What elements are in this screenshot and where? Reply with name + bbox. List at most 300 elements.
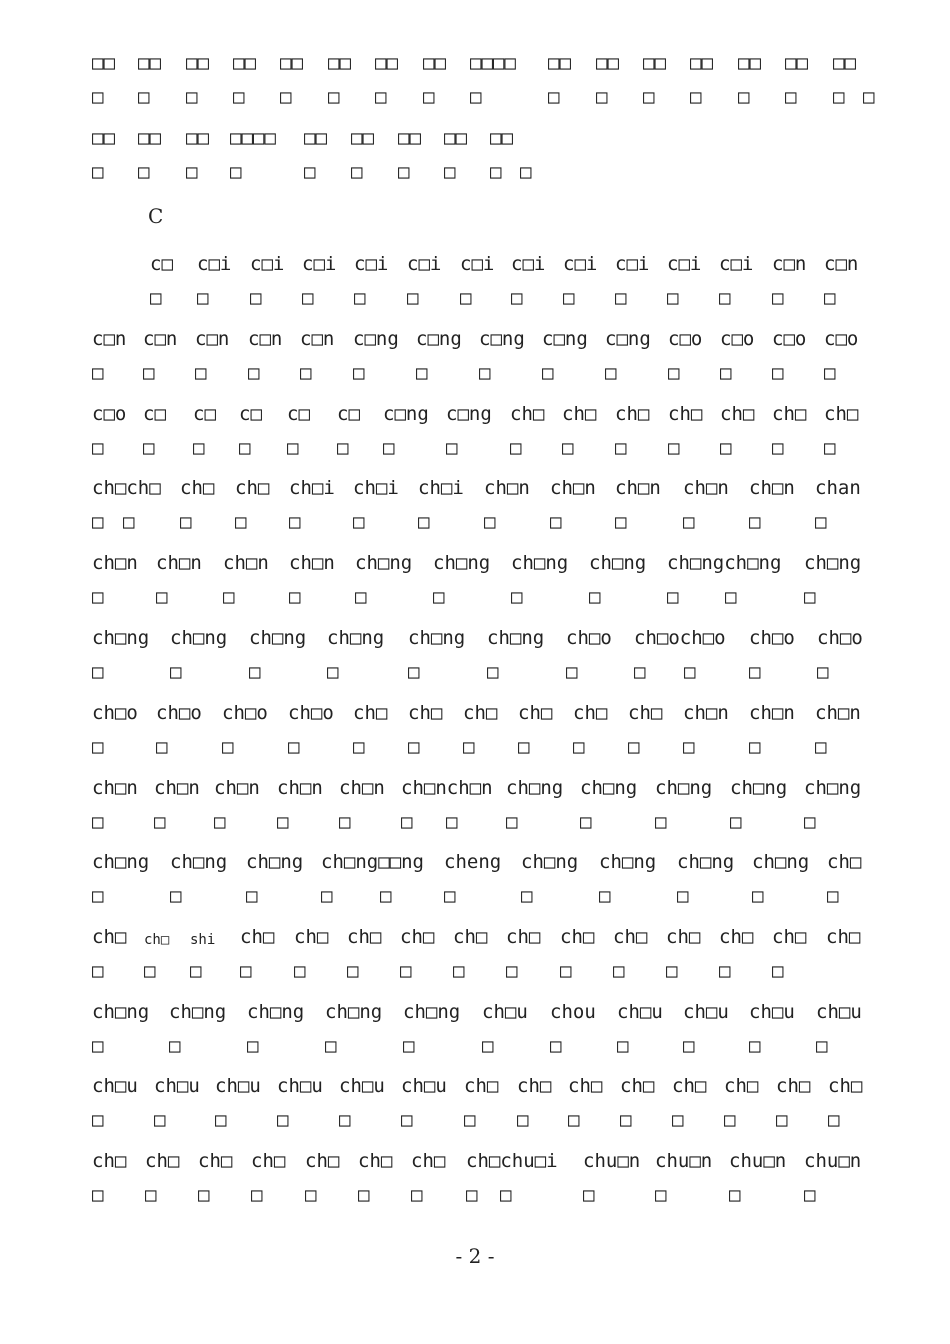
hanzi-character: □ <box>815 511 827 533</box>
hanzi-character: □ <box>730 811 742 833</box>
pinyin-syllable: c□i <box>667 253 702 275</box>
hanzi-character: □ <box>193 437 205 459</box>
pinyin-syllable: ch□u <box>215 1075 261 1097</box>
hanzi-character: □ <box>339 811 351 833</box>
pinyin-syllable: ch□ <box>720 403 755 425</box>
pinyin-syllable: ch□n <box>92 777 138 799</box>
hanzi-character: □ <box>589 586 601 608</box>
pinyin-syllable: ch□ng <box>730 777 788 799</box>
hanzi-character: □ <box>339 1109 351 1131</box>
hanzi-character: □ <box>92 885 104 907</box>
pinyin-row <box>0 851 950 911</box>
pinyin-syllable: ch□ng <box>589 552 647 574</box>
pinyin-syllable: □□ <box>280 52 303 74</box>
hanzi-character: □ <box>240 960 252 982</box>
pinyin-syllable: ch□i <box>418 477 464 499</box>
hanzi-character: □ <box>511 586 523 608</box>
hanzi-character: □ <box>239 437 251 459</box>
hanzi-character: □ <box>560 960 572 982</box>
hanzi-character: □ <box>92 811 104 833</box>
hanzi-character: □ <box>520 161 532 183</box>
hanzi-character: □ <box>550 1035 562 1057</box>
pinyin-syllable: ch□i <box>289 477 335 499</box>
hanzi-character: □ <box>466 1184 478 1206</box>
hanzi-character: □ <box>668 437 680 459</box>
hanzi-character: □ <box>460 287 472 309</box>
pinyin-row <box>0 552 950 612</box>
hanzi-character: □ <box>156 736 168 758</box>
pinyin-syllable: ch□ng <box>655 777 713 799</box>
pinyin-syllable: ch□ <box>668 403 703 425</box>
hanzi-character: □ <box>408 736 420 758</box>
hanzi-character: □ <box>92 661 104 683</box>
pinyin-syllable: c□ng <box>446 403 492 425</box>
hanzi-character: □ <box>190 960 202 982</box>
pinyin-syllable: ch□ <box>772 403 807 425</box>
pinyin-syllable: c□i <box>407 253 442 275</box>
hanzi-character: □ <box>562 437 574 459</box>
hanzi-character: □ <box>145 1184 157 1206</box>
hanzi-character: □ <box>804 586 816 608</box>
hanzi-character: □ <box>289 511 301 533</box>
hanzi-character: □ <box>749 1035 761 1057</box>
pinyin-syllable: □□ <box>690 52 713 74</box>
pinyin-syllable: □□ <box>92 127 115 149</box>
pinyin-syllable: ch□ng <box>92 851 150 873</box>
pinyin-syllable: ch□n <box>749 477 795 499</box>
pinyin-syllable: ch□ <box>305 1150 340 1172</box>
hanzi-character: □ <box>749 736 761 758</box>
pinyin-syllable: ch□ng <box>170 627 228 649</box>
pinyin-row <box>0 702 950 762</box>
pinyin-syllable: c□o <box>92 403 127 425</box>
hanzi-character: □ <box>198 1184 210 1206</box>
pinyin-syllable: ch□n <box>156 552 202 574</box>
hanzi-character: □ <box>824 362 836 384</box>
hanzi-character: □ <box>154 811 166 833</box>
hanzi-character: □ <box>446 811 458 833</box>
hanzi-character: □ <box>667 586 679 608</box>
hanzi-character: □ <box>416 362 428 384</box>
hanzi-character: □ <box>248 362 260 384</box>
pinyin-syllable: c□ <box>287 403 310 425</box>
pinyin-syllable: ch□ <box>251 1150 286 1172</box>
pinyin-syllable: ch□ng <box>408 627 466 649</box>
pinyin-syllable: chu□n <box>655 1150 713 1172</box>
pinyin-syllable: ch□ng <box>804 552 862 574</box>
pinyin-syllable: c□ng <box>383 403 429 425</box>
hanzi-character: □ <box>620 1109 632 1131</box>
pinyin-syllable: ch□ <box>826 926 861 948</box>
pinyin-syllable: c□o <box>720 328 755 350</box>
hanzi-character: □ <box>683 1035 695 1057</box>
pinyin-syllable: ch□ <box>620 1075 655 1097</box>
pinyin-syllable: ch□n <box>815 702 861 724</box>
pinyin-syllable: □□□□ <box>230 127 276 149</box>
hanzi-character: □ <box>615 511 627 533</box>
hanzi-character: □ <box>294 960 306 982</box>
pinyin-syllable: □□ <box>423 52 446 74</box>
pinyin-syllable: ch□u <box>92 1075 138 1097</box>
hanzi-character: □ <box>249 661 261 683</box>
hanzi-character: □ <box>400 960 412 982</box>
pinyin-syllable: c□i <box>719 253 754 275</box>
pinyin-syllable: ch□ng <box>246 851 304 873</box>
pinyin-syllable: ch□ <box>824 403 859 425</box>
hanzi-character: □ <box>300 362 312 384</box>
hanzi-character: □ <box>615 437 627 459</box>
pinyin-syllable: ch□ <box>358 1150 393 1172</box>
pinyin-syllable: ch□n <box>339 777 385 799</box>
pinyin-syllable: ch□ng <box>511 552 569 574</box>
pinyin-syllable: ch□ <box>613 926 648 948</box>
hanzi-character: □ <box>772 960 784 982</box>
pinyin-syllable: c□ng <box>542 328 588 350</box>
hanzi-character: □ <box>138 86 150 108</box>
pinyin-syllable: ch□ <box>724 1075 759 1097</box>
pinyin-syllable: ch□ <box>294 926 329 948</box>
pinyin-syllable: ch□ <box>92 926 127 948</box>
pinyin-syllable: ch□ng <box>677 851 735 873</box>
pinyin-syllable: ch□n <box>615 477 661 499</box>
pinyin-syllable: ch□ <box>145 1150 180 1172</box>
hanzi-character: □ <box>548 86 560 108</box>
pinyin-syllable: ch□ng <box>92 627 150 649</box>
hanzi-character: □ <box>401 1109 413 1131</box>
hanzi-character: □ <box>398 161 410 183</box>
hanzi-character: □ <box>517 1109 529 1131</box>
pinyin-syllable: □□ <box>375 52 398 74</box>
pinyin-syllable: ch□ <box>453 926 488 948</box>
hanzi-character: □ <box>347 960 359 982</box>
hanzi-character: □ <box>277 1109 289 1131</box>
hanzi-character: □ <box>246 885 258 907</box>
pinyin-syllable: chou <box>550 1001 596 1023</box>
hanzi-character: □ <box>215 1109 227 1131</box>
hanzi-character: □ <box>358 1184 370 1206</box>
pinyin-row <box>0 1075 950 1135</box>
hanzi-character: □ <box>655 1184 667 1206</box>
pinyin-row <box>0 1001 950 1061</box>
pinyin-syllable: ch□u <box>401 1075 447 1097</box>
pinyin-syllable: ch□ng <box>327 627 385 649</box>
pinyin-syllable: ch□u <box>482 1001 528 1023</box>
hanzi-character: □ <box>304 161 316 183</box>
hanzi-character: □ <box>506 960 518 982</box>
pinyin-syllable: ch□ <box>628 702 663 724</box>
hanzi-character: □ <box>444 161 456 183</box>
pinyin-syllable: chu□n <box>729 1150 787 1172</box>
pinyin-syllable: ch□ <box>180 477 215 499</box>
hanzi-character: □ <box>407 287 419 309</box>
hanzi-character: □ <box>433 586 445 608</box>
hanzi-character: □ <box>92 1035 104 1057</box>
pinyin-syllable: c□n <box>300 328 335 350</box>
hanzi-character: □ <box>824 287 836 309</box>
hanzi-character: □ <box>353 362 365 384</box>
pinyin-syllable: c□i <box>302 253 337 275</box>
pinyin-syllable: c□o <box>772 328 807 350</box>
pinyin-syllable: c□ng <box>416 328 462 350</box>
pinyin-syllable: ch□n <box>289 552 335 574</box>
hanzi-character: □ <box>222 736 234 758</box>
hanzi-character: □ <box>418 511 430 533</box>
hanzi-character: □ <box>772 362 784 384</box>
hanzi-character: □ <box>354 287 366 309</box>
pinyin-syllable: ch□ <box>144 932 170 948</box>
hanzi-character: □ <box>518 736 530 758</box>
hanzi-character: □ <box>506 811 518 833</box>
hanzi-character: □ <box>444 885 456 907</box>
hanzi-character: □ <box>143 437 155 459</box>
pinyin-syllable: ch□o <box>156 702 202 724</box>
hanzi-character: □ <box>752 885 764 907</box>
hanzi-character: □ <box>375 86 387 108</box>
hanzi-character: □ <box>321 885 333 907</box>
hanzi-character: □ <box>156 586 168 608</box>
hanzi-character: □ <box>729 1184 741 1206</box>
pinyin-syllable: c□n <box>92 328 127 350</box>
pinyin-syllable: ch□o <box>92 702 138 724</box>
pinyin-syllable: c□i <box>511 253 546 275</box>
hanzi-character: □ <box>804 1184 816 1206</box>
pinyin-syllable: ch□ <box>568 1075 603 1097</box>
pinyin-syllable: ch□ <box>400 926 435 948</box>
pinyin-syllable: ch□n <box>683 477 729 499</box>
pinyin-syllable: c□ng <box>605 328 651 350</box>
hanzi-character: □ <box>230 161 242 183</box>
hanzi-character: □ <box>92 86 104 108</box>
hanzi-character: □ <box>408 661 420 683</box>
pinyin-syllable: ch□ng <box>599 851 657 873</box>
hanzi-character: □ <box>327 661 339 683</box>
hanzi-character: □ <box>423 86 435 108</box>
pinyin-syllable: ch□ <box>666 926 701 948</box>
pinyin-syllable: c□ <box>193 403 216 425</box>
pinyin-row <box>0 627 950 687</box>
pinyin-syllable: ch□ch□ <box>92 477 161 499</box>
hanzi-character: □ <box>289 586 301 608</box>
hanzi-character: □ <box>169 1035 181 1057</box>
hanzi-character: □ <box>500 1184 512 1206</box>
hanzi-character: □ <box>383 437 395 459</box>
pinyin-syllable: chan <box>815 477 861 499</box>
pinyin-syllable: ch□ <box>510 403 545 425</box>
pinyin-row <box>0 403 950 463</box>
hanzi-character: □ <box>186 86 198 108</box>
section-heading: C <box>148 204 164 228</box>
hanzi-character: □ <box>138 161 150 183</box>
pinyin-syllable: c□ <box>150 253 173 275</box>
hanzi-character: □ <box>828 1109 840 1131</box>
pinyin-row <box>0 127 950 187</box>
pinyin-syllable: ch□ng <box>521 851 579 873</box>
pinyin-syllable: □□ <box>138 127 161 149</box>
pinyin-syllable: ch□o <box>817 627 863 649</box>
pinyin-syllable: □□ <box>785 52 808 74</box>
hanzi-character: □ <box>542 362 554 384</box>
pinyin-syllable: ch□ <box>198 1150 233 1172</box>
pinyin-syllable: ch□ <box>560 926 595 948</box>
hanzi-character: □ <box>580 811 592 833</box>
pinyin-syllable: c□i <box>460 253 495 275</box>
hanzi-character: □ <box>490 161 502 183</box>
hanzi-character: □ <box>305 1184 317 1206</box>
pinyin-syllable: ch□ <box>776 1075 811 1097</box>
hanzi-character: □ <box>325 1035 337 1057</box>
hanzi-character: □ <box>250 287 262 309</box>
hanzi-character: □ <box>776 1109 788 1131</box>
hanzi-character: □ <box>154 1109 166 1131</box>
hanzi-character: □ <box>804 811 816 833</box>
hanzi-character: □ <box>605 362 617 384</box>
pinyin-syllable: chu□n <box>583 1150 641 1172</box>
pinyin-syllable: ch□u <box>617 1001 663 1023</box>
pinyin-syllable: □□ <box>304 127 327 149</box>
pinyin-syllable: ch□o <box>566 627 612 649</box>
pinyin-syllable: ch□ <box>506 926 541 948</box>
hanzi-character: □ <box>738 86 750 108</box>
pinyin-syllable: c□ <box>239 403 262 425</box>
hanzi-character: □ <box>550 511 562 533</box>
pinyin-syllable: ch□ <box>464 1075 499 1097</box>
pinyin-syllable: □□ <box>490 127 513 149</box>
hanzi-character: □ <box>566 661 578 683</box>
pinyin-syllable: cheng <box>444 851 502 873</box>
pinyin-syllable: ch□ng <box>247 1001 305 1023</box>
pinyin-syllable: c□ <box>337 403 360 425</box>
pinyin-syllable: ch□ <box>719 926 754 948</box>
pinyin-row <box>0 253 950 313</box>
hanzi-character: □ <box>186 161 198 183</box>
hanzi-character: □ <box>511 287 523 309</box>
pinyin-syllable: ch□u <box>154 1075 200 1097</box>
hanzi-character: □ <box>288 736 300 758</box>
hanzi-character: □ <box>725 586 737 608</box>
pinyin-syllable: c□i <box>615 253 650 275</box>
hanzi-character: □ <box>643 86 655 108</box>
pinyin-syllable: ch□u <box>749 1001 795 1023</box>
hanzi-character: □ <box>719 960 731 982</box>
pinyin-syllable: ch□ng <box>804 777 862 799</box>
hanzi-character: □ <box>287 437 299 459</box>
hanzi-character: □ <box>479 362 491 384</box>
pinyin-syllable: c□i <box>250 253 285 275</box>
pinyin-syllable: ch□n <box>484 477 530 499</box>
pinyin-syllable: ch□ng <box>325 1001 383 1023</box>
pinyin-syllable: □□ <box>398 127 421 149</box>
pinyin-syllable: □□ <box>351 127 374 149</box>
hanzi-character: □ <box>568 1109 580 1131</box>
pinyin-syllable: c□ <box>143 403 166 425</box>
hanzi-character: □ <box>724 1109 736 1131</box>
hanzi-character: □ <box>667 287 679 309</box>
pinyin-row <box>0 1150 950 1210</box>
hanzi-character: □ <box>144 960 156 982</box>
pinyin-syllable: ch□n <box>749 702 795 724</box>
hanzi-character: □ <box>170 885 182 907</box>
pinyin-syllable: c□n <box>195 328 230 350</box>
hanzi-character: □ <box>123 511 135 533</box>
hanzi-character: □ <box>92 511 104 533</box>
pinyin-syllable: ch□ <box>235 477 270 499</box>
pinyin-syllable: ch□ <box>408 702 443 724</box>
hanzi-character: □ <box>251 1184 263 1206</box>
hanzi-character: □ <box>863 86 875 108</box>
hanzi-character: □ <box>464 1109 476 1131</box>
hanzi-character: □ <box>599 885 611 907</box>
hanzi-character: □ <box>690 86 702 108</box>
pinyin-row <box>0 477 950 537</box>
pinyin-syllable: ch□o <box>288 702 334 724</box>
pinyin-syllable: ch□n <box>550 477 596 499</box>
pinyin-syllable: ch□ <box>347 926 382 948</box>
hanzi-character: □ <box>634 661 646 683</box>
hanzi-character: □ <box>280 86 292 108</box>
hanzi-character: □ <box>672 1109 684 1131</box>
hanzi-character: □ <box>277 811 289 833</box>
pinyin-syllable: □□ <box>444 127 467 149</box>
pinyin-syllable: ch□nch□n <box>401 777 493 799</box>
hanzi-character: □ <box>302 287 314 309</box>
hanzi-character: □ <box>484 511 496 533</box>
hanzi-character: □ <box>233 86 245 108</box>
pinyin-syllable: ch□n <box>277 777 323 799</box>
pinyin-syllable: ch□ngch□ng <box>667 552 782 574</box>
pinyin-syllable: ch□ <box>518 702 553 724</box>
hanzi-character: □ <box>720 362 732 384</box>
hanzi-character: □ <box>92 736 104 758</box>
pinyin-syllable: ch□ <box>772 926 807 948</box>
hanzi-character: □ <box>615 287 627 309</box>
pinyin-syllable: □□ <box>233 52 256 74</box>
pinyin-syllable: ch□ <box>353 702 388 724</box>
hanzi-character: □ <box>596 86 608 108</box>
hanzi-character: □ <box>351 161 363 183</box>
hanzi-character: □ <box>92 960 104 982</box>
hanzi-character: □ <box>521 885 533 907</box>
pinyin-syllable: c□n <box>772 253 807 275</box>
pinyin-syllable: c□i <box>354 253 389 275</box>
pinyin-syllable: ch□ <box>240 926 275 948</box>
hanzi-character: □ <box>92 586 104 608</box>
pinyin-syllable: □□□□ <box>470 52 516 74</box>
pinyin-syllable: ch□ng <box>170 851 228 873</box>
pinyin-syllable: □□ <box>92 52 115 74</box>
pinyin-syllable: c□ng <box>353 328 399 350</box>
pinyin-row <box>0 777 950 837</box>
pinyin-syllable: ch□ng <box>403 1001 461 1023</box>
hanzi-character: □ <box>628 736 640 758</box>
hanzi-character: □ <box>482 1035 494 1057</box>
hanzi-character: □ <box>170 661 182 683</box>
pinyin-syllable: □□ <box>548 52 571 74</box>
pinyin-syllable: ch□ <box>615 403 650 425</box>
hanzi-character: □ <box>180 511 192 533</box>
pinyin-syllable: □□ <box>596 52 619 74</box>
pinyin-syllable: □□ <box>186 127 209 149</box>
hanzi-character: □ <box>510 437 522 459</box>
pinyin-syllable: ch□ng <box>433 552 491 574</box>
hanzi-character: □ <box>573 736 585 758</box>
hanzi-character: □ <box>353 511 365 533</box>
hanzi-character: □ <box>337 437 349 459</box>
hanzi-character: □ <box>655 811 667 833</box>
pinyin-syllable: shi <box>190 932 216 948</box>
hanzi-character: □ <box>453 960 465 982</box>
pinyin-syllable: ch□ <box>92 1150 127 1172</box>
pinyin-syllable: ch□ng <box>249 627 307 649</box>
